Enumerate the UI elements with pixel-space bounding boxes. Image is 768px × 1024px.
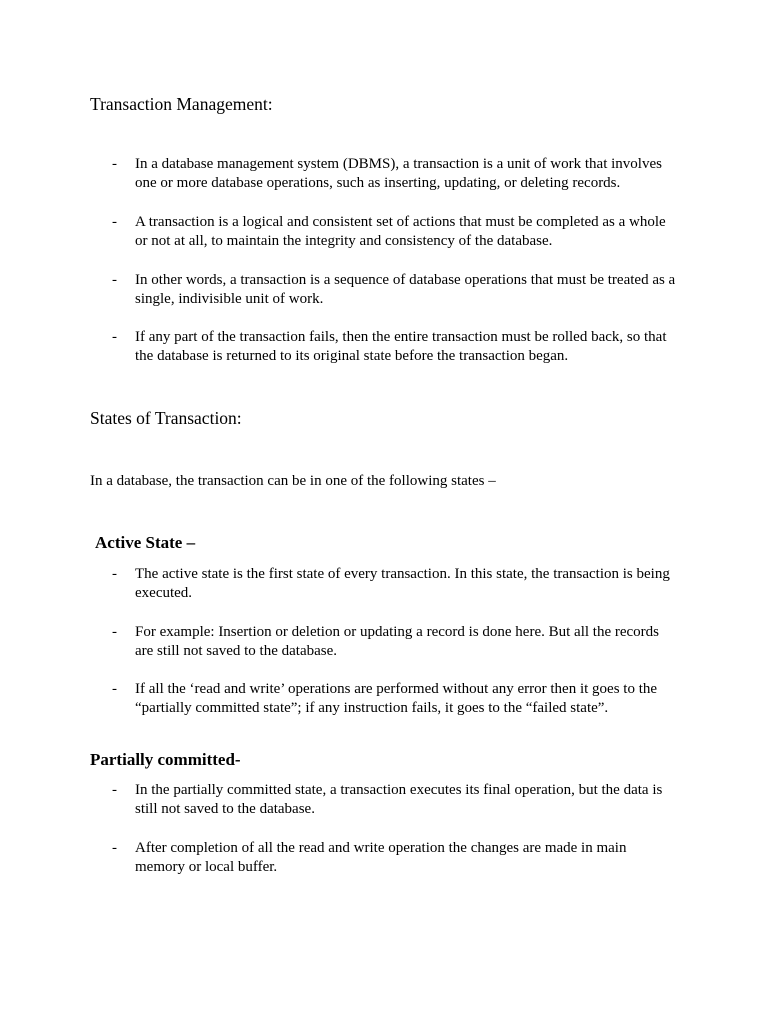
bullet-dash: - xyxy=(112,272,117,288)
bullet-dash: - xyxy=(112,782,117,798)
bullet-dash: - xyxy=(112,156,117,172)
heading-partially-committed: Partially committed- xyxy=(90,750,241,769)
bullet-text: In the partially committed state, a transaction executes its final operation, but the data is still not saved to the database. xyxy=(135,782,663,817)
bullet-dash: - xyxy=(112,624,117,640)
heading-active-state: Active State – xyxy=(95,533,196,552)
bullet-text: The active state is the first state of every transaction. In this state, the transaction is being executed. xyxy=(135,566,670,601)
bullet-dash: - xyxy=(112,840,117,856)
bullet-text: If all the ‘read and write’ operations are performed without any error then it goes to the “partially committed state”; if any instruction fails, it goes to the “failed state”. xyxy=(135,681,658,716)
heading-states-of-transaction: States of Transaction: xyxy=(90,408,242,428)
bullet-dash: - xyxy=(112,329,117,345)
states-intro-paragraph: In a database, the transaction can be in one of the following states – xyxy=(90,473,496,489)
bullet-dash: - xyxy=(112,214,117,230)
bullet-text: A transaction is a logical and consistent set of actions that must be completed as a whole or not at all, to maintain the integrity and consistency of the database. xyxy=(135,214,666,249)
bullet-text: In other words, a transaction is a sequence of database operations that must be treated as a single, indivisible unit of work. xyxy=(135,272,676,307)
bullet-dash: - xyxy=(112,681,117,697)
bullet-text: If any part of the transaction fails, then the entire transaction must be rolled back, so that the database is returned to its original state before the transaction began. xyxy=(135,329,667,364)
heading-transaction-management: Transaction Management: xyxy=(90,94,273,114)
bullet-text: For example: Insertion or deletion or updating a record is done here. But all the records are still not saved to the database. xyxy=(135,624,660,659)
bullet-text: After completion of all the read and write operation the changes are made in main memory or local buffer. xyxy=(135,840,627,875)
bullet-dash: - xyxy=(112,566,117,582)
bullet-text: In a database management system (DBMS), a transaction is a unit of work that involves one or more database operations, such as inserting, updating, or deleting records. xyxy=(135,156,662,191)
